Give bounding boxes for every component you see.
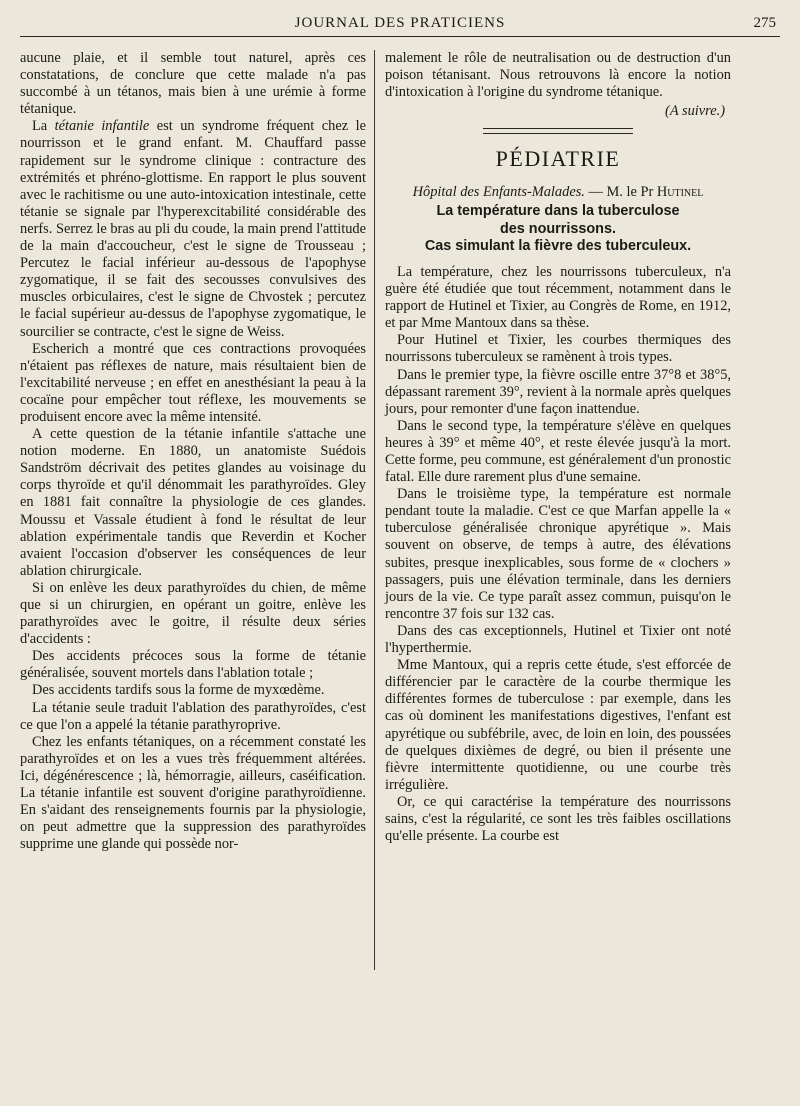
paragraph-lead: La [32,118,55,135]
paragraph: A cette question de la tétanie infantile s'attache une notion moderne. En 1880, un anatomiste Suédois Sandström décrivait des petites glandes au voisinage du corps thyroïde et qu'il dénommait les parathyroïdes. Gley en 1881 fait connaître la physiologie de ces glandes. Moussu et Vassale étudient à fond le résultat de leur ablation expérimentale tandis que Reverdin et Kocher avaient l'occasion d'observer les conséquences de leur ablation chirurgicale. [20,426,366,579]
hospital-line [385,184,731,201]
paragraph: Or, ce qui caractérise la température des nourrissons sains, c'est la régularité, ce sont les très faibles oscillations qu'elle présente. La courbe est [385,793,731,845]
section-separator [483,128,633,134]
paragraph: Dans le second type, la température s'élève en quelques heures à 39° et même 40°, et reste élevée jusqu'à la mort. Cette forme, peu commune, est généralement d'un pronostic fatal. Elle dure rarement plus d'une semaine. [385,417,731,486]
left-column [20,50,366,853]
journal-title: JOURNAL DES PRATICIENS [294,15,506,31]
paragraph: Dans le premier type, la fièvre oscille entre 37°8 et 38°5, dépassant rarement 39°, revient à la normale après quelques jours, pour remonter d'une façon inattendue. [385,366,731,417]
right-column [385,50,731,845]
emphasized-term: tétanie infantile [54,118,150,135]
paragraph: Dans des cas exceptionnels, Hutinel et Tixier ont noté l'hyperthermie. [385,622,731,657]
paragraph: Des accidents tardifs sous la forme de myxœdème. [32,682,325,699]
paragraph [20,118,366,340]
paragraph: La température, chez les nourrissons tuberculeux, n'a guère été étudiée que tout récemment, notamment dans le rapport de Hutinel et Tixier, au Congrès de Rome, en 1912, et par Mme Mantoux dans sa thèse. [385,263,731,332]
professor-name: Hutinel [656,184,704,201]
paragraph: malement le rôle de neutralisation ou de destruction d'un poison tétanisant. Nous retrouvons là encore la notion d'intoxication à l'origine du syndrome tétanique. [385,50,731,101]
paragraph-rest: est un syndrome fréquent chez le nourrisson et le grand enfant. M. Chauffard passe rapidement sur le syndrome clinique : contracture des extrémités et phréno-glottisme. En rapport le plus souvent avec le rachitisme ou une auto-intoxication intestinale, cette tétanie se signale par l'hyperexcitabilité considérable des nerfs. Serrez le bras au pli du coude, la main prend l'attitude de la main d'accoucheur, c'est le signe de Trousseau ; Percutez le facial inférieur au-dessous de l'apophyse zygomatique, il se fait des secousses convulsives des muscles orbiculaires, c'est le signe de Chvostek ; percutez le facial supérieur au-dessus de l'apophyse zygomatique, le sourcilier se contracte, c'est le signe de Weiss. [20,118,366,340]
article-title-line: des nourrissons. [500,220,616,237]
paragraph: Mme Mantoux, qui a repris cette étude, s'est efforcée de différencier par le caractère de la courbe thermique les différentes formes de tuberculose : par exemple, dans les cas où dominent les manifestations digestives, l'enfant est apyrétique ou subfébrile, avec, de loin en loin, des poussées de quelques dixièmes de degré, ou bien il présente une fièvre intermittente quotidienne, ou une courbe très irrégulière. [385,657,731,793]
paragraph: Dans le troisième type, la température est normale pendant toute la maladie. C'est ce que Marfan appelle la « tuberculose généralisée chronique apyrétique ». Mais souvent on observe, de temps à autre, des élévations subites, presque inexplicables, sous forme de « clochers » passagers, puis une élévation terminale, dans les derniers jours de la vie. Ce type paraît assez commun, puisqu'on le rencontre 37 fois sur 132 cas. [385,486,731,622]
running-head [20,14,780,37]
article-title-line: La température dans la tuberculose [436,203,680,220]
paragraph: La tétanie seule traduit l'ablation des parathyroïdes, c'est ce que l'on a appelé la tétanie parathyroprive. [20,699,366,733]
paragraph: aucune plaie, et il semble tout naturel, après ces constatations, de conclure que cette malade n'a pas succombé à un tétanos, mais bien à une urémie à forme tétanique. [20,50,366,118]
paragraph: Si on enlève les deux parathyroïdes du chien, de même que si un chirurgien, en opérant un goitre, enlève les parathyroïdes avec le goitre, il résulte deux séries d'accidents : [20,579,366,648]
paragraph: Pour Hutinel et Tixier, les courbes thermiques des nourrissons tuberculeux se ramènent à trois types. [385,332,731,366]
hospital-separator: — M. le Pr [584,184,657,201]
article-title-line: Cas simulant la fièvre des tuberculeux. [424,238,692,255]
paragraph: Des accidents précoces sous la forme de tétanie généralisée, souvent mortels dans l'ablation totale ; [20,648,366,682]
to-be-continued: (A suivre.) [665,103,725,120]
article-title [385,203,731,256]
column-divider [374,50,375,970]
hospital-name: Hôpital des Enfants-Malades. [412,184,585,201]
section-title: PÉDIATRIE [495,146,621,172]
page-number: 275 [753,15,776,31]
paragraph: Escherich a montré que ces contractions provoquées n'étaient pas réflexes de nature, mais résultaient bien de l'excitabilité nerveuse ; en effet en anesthésiant la peau à la cocaïne pour empêcher tout réflexe, les mouvements se produisent encore avec la même intensité. [20,340,366,425]
paragraph: Chez les enfants tétaniques, on a récemment constaté les parathyroïdes et on les a vues très fréquemment altérées. Ici, dégénérescence ; là, hémorragie, ailleurs, caséification. La tétanie infantile est souvent d'origine parathyroïdienne. En s'aidant des renseignements fournis par la physiologie, on peut admettre que la suppression des parathyroïdes supprime une glande qui possède nor- [20,733,366,853]
